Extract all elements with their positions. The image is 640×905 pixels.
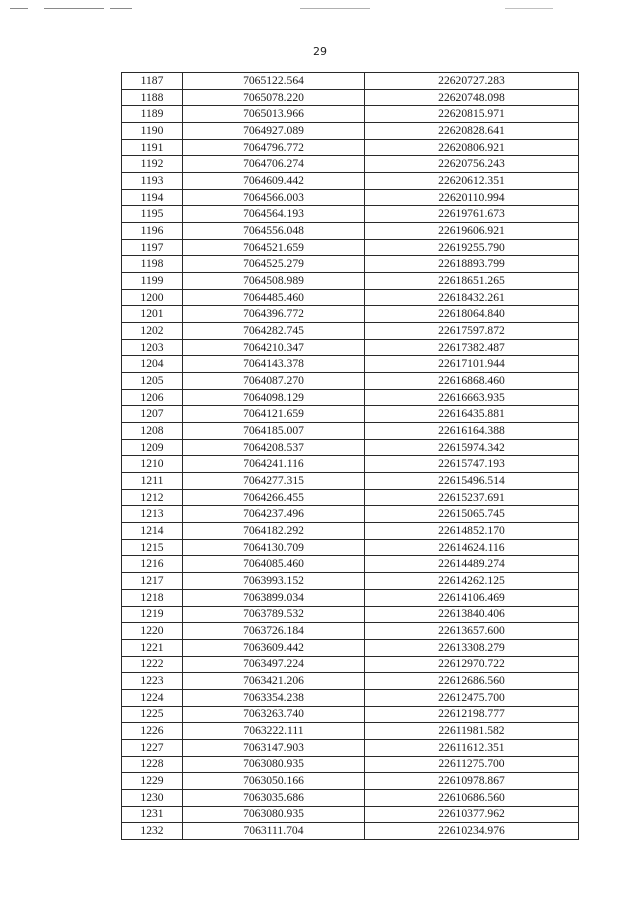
table-row <box>122 739 579 756</box>
x-coordinate-cell: 7064508.989 <box>183 273 365 290</box>
table-row <box>122 339 579 356</box>
table-row <box>122 456 579 473</box>
point-number-cell: 1188 <box>122 89 183 106</box>
table-row <box>122 89 579 106</box>
y-coordinate-cell: 22617597.872 <box>365 323 579 340</box>
y-coordinate-cell: 22612198.777 <box>365 706 579 723</box>
y-coordinate-cell: 22618064.840 <box>365 306 579 323</box>
y-coordinate-cell: 22620815.971 <box>365 106 579 123</box>
x-coordinate-cell: 7064706.274 <box>183 156 365 173</box>
y-coordinate-cell: 22613840.406 <box>365 606 579 623</box>
table-row <box>122 756 579 773</box>
point-number-cell: 1191 <box>122 139 183 156</box>
point-number-cell: 1222 <box>122 656 183 673</box>
coordinates-table <box>121 72 579 840</box>
x-coordinate-cell: 7064277.315 <box>183 473 365 490</box>
table-row <box>122 139 579 156</box>
point-number-cell: 1196 <box>122 223 183 240</box>
y-coordinate-cell: 22618651.265 <box>365 273 579 290</box>
y-coordinate-cell: 22612970.722 <box>365 656 579 673</box>
point-number-cell: 1209 <box>122 439 183 456</box>
point-number-cell: 1210 <box>122 456 183 473</box>
point-number-cell: 1223 <box>122 673 183 690</box>
point-number-cell: 1206 <box>122 389 183 406</box>
y-coordinate-cell: 22610978.867 <box>365 773 579 790</box>
x-coordinate-cell: 7063789.532 <box>183 606 365 623</box>
x-coordinate-cell: 7063993.152 <box>183 573 365 590</box>
table-row <box>122 273 579 290</box>
y-coordinate-cell: 22614624.116 <box>365 539 579 556</box>
point-number-cell: 1189 <box>122 106 183 123</box>
point-number-cell: 1192 <box>122 156 183 173</box>
point-number-cell: 1213 <box>122 506 183 523</box>
point-number-cell: 1229 <box>122 773 183 790</box>
x-coordinate-cell: 7064556.048 <box>183 223 365 240</box>
y-coordinate-cell: 22616164.388 <box>365 423 579 440</box>
point-number-cell: 1221 <box>122 639 183 656</box>
y-coordinate-cell: 22613657.600 <box>365 623 579 640</box>
table-row <box>122 239 579 256</box>
y-coordinate-cell: 22611981.582 <box>365 723 579 740</box>
table-row <box>122 523 579 540</box>
table-row <box>122 206 579 223</box>
y-coordinate-cell: 22614106.469 <box>365 589 579 606</box>
x-coordinate-cell: 7064185.007 <box>183 423 365 440</box>
x-coordinate-cell: 7063035.686 <box>183 789 365 806</box>
point-number-cell: 1190 <box>122 123 183 140</box>
table-row <box>122 439 579 456</box>
table-row <box>122 389 579 406</box>
table-row <box>122 289 579 306</box>
y-coordinate-cell: 22616868.460 <box>365 373 579 390</box>
point-number-cell: 1193 <box>122 173 183 190</box>
table-row <box>122 423 579 440</box>
x-coordinate-cell: 7063609.442 <box>183 639 365 656</box>
table-row <box>122 373 579 390</box>
table-row <box>122 256 579 273</box>
y-coordinate-cell: 22619255.790 <box>365 239 579 256</box>
y-coordinate-cell: 22611612.351 <box>365 739 579 756</box>
point-number-cell: 1227 <box>122 739 183 756</box>
point-number-cell: 1194 <box>122 189 183 206</box>
x-coordinate-cell: 7064208.537 <box>183 439 365 456</box>
table-row <box>122 473 579 490</box>
table-row <box>122 773 579 790</box>
y-coordinate-cell: 22614489.274 <box>365 556 579 573</box>
table-row <box>122 356 579 373</box>
table-row <box>122 306 579 323</box>
y-coordinate-cell: 22614852.170 <box>365 523 579 540</box>
point-number-cell: 1203 <box>122 339 183 356</box>
table-row <box>122 789 579 806</box>
point-number-cell: 1201 <box>122 306 183 323</box>
x-coordinate-cell: 7064098.129 <box>183 389 365 406</box>
table-row <box>122 539 579 556</box>
x-coordinate-cell: 7063080.935 <box>183 806 365 823</box>
x-coordinate-cell: 7063354.238 <box>183 689 365 706</box>
point-number-cell: 1199 <box>122 273 183 290</box>
point-number-cell: 1225 <box>122 706 183 723</box>
y-coordinate-cell: 22620110.994 <box>365 189 579 206</box>
table-row <box>122 689 579 706</box>
x-coordinate-cell: 7064566.003 <box>183 189 365 206</box>
table-row <box>122 556 579 573</box>
y-coordinate-cell: 22617382.487 <box>365 339 579 356</box>
point-number-cell: 1198 <box>122 256 183 273</box>
x-coordinate-cell: 7064237.496 <box>183 506 365 523</box>
y-coordinate-cell: 22612686.560 <box>365 673 579 690</box>
table-row <box>122 639 579 656</box>
point-number-cell: 1214 <box>122 523 183 540</box>
x-coordinate-cell: 7064121.659 <box>183 406 365 423</box>
x-coordinate-cell: 7064085.460 <box>183 556 365 573</box>
y-coordinate-cell: 22610234.976 <box>365 823 579 840</box>
point-number-cell: 1197 <box>122 239 183 256</box>
point-number-cell: 1216 <box>122 556 183 573</box>
point-number-cell: 1200 <box>122 289 183 306</box>
table-row <box>122 73 579 90</box>
y-coordinate-cell: 22615496.514 <box>365 473 579 490</box>
y-coordinate-cell: 22620748.098 <box>365 89 579 106</box>
point-number-cell: 1212 <box>122 489 183 506</box>
y-coordinate-cell: 22620756.243 <box>365 156 579 173</box>
x-coordinate-cell: 7064525.279 <box>183 256 365 273</box>
y-coordinate-cell: 22620828.641 <box>365 123 579 140</box>
x-coordinate-cell: 7064266.455 <box>183 489 365 506</box>
point-number-cell: 1195 <box>122 206 183 223</box>
y-coordinate-cell: 22618432.261 <box>365 289 579 306</box>
point-number-cell: 1217 <box>122 573 183 590</box>
x-coordinate-cell: 7063050.166 <box>183 773 365 790</box>
table-row <box>122 806 579 823</box>
point-number-cell: 1205 <box>122 373 183 390</box>
y-coordinate-cell: 22615237.691 <box>365 489 579 506</box>
x-coordinate-cell: 7064143.378 <box>183 356 365 373</box>
x-coordinate-cell: 7063899.034 <box>183 589 365 606</box>
point-number-cell: 1220 <box>122 623 183 640</box>
coordinates-table-body <box>122 73 579 840</box>
table-row <box>122 706 579 723</box>
x-coordinate-cell: 7064210.347 <box>183 339 365 356</box>
point-number-cell: 1231 <box>122 806 183 823</box>
x-coordinate-cell: 7064087.270 <box>183 373 365 390</box>
x-coordinate-cell: 7064282.745 <box>183 323 365 340</box>
point-number-cell: 1207 <box>122 406 183 423</box>
point-number-cell: 1187 <box>122 73 183 90</box>
y-coordinate-cell: 22613308.279 <box>365 639 579 656</box>
table-row <box>122 573 579 590</box>
x-coordinate-cell: 7065122.564 <box>183 73 365 90</box>
y-coordinate-cell: 22615974.342 <box>365 439 579 456</box>
y-coordinate-cell: 22612475.700 <box>365 689 579 706</box>
y-coordinate-cell: 22615747.193 <box>365 456 579 473</box>
y-coordinate-cell: 22619761.673 <box>365 206 579 223</box>
table-row <box>122 156 579 173</box>
x-coordinate-cell: 7063111.704 <box>183 823 365 840</box>
point-number-cell: 1208 <box>122 423 183 440</box>
table-row <box>122 406 579 423</box>
y-coordinate-cell: 22616435.881 <box>365 406 579 423</box>
x-coordinate-cell: 7064396.772 <box>183 306 365 323</box>
point-number-cell: 1224 <box>122 689 183 706</box>
x-coordinate-cell: 7064485.460 <box>183 289 365 306</box>
x-coordinate-cell: 7063080.935 <box>183 756 365 773</box>
table-row <box>122 656 579 673</box>
point-number-cell: 1230 <box>122 789 183 806</box>
point-number-cell: 1226 <box>122 723 183 740</box>
point-number-cell: 1204 <box>122 356 183 373</box>
x-coordinate-cell: 7063222.111 <box>183 723 365 740</box>
x-coordinate-cell: 7064241.116 <box>183 456 365 473</box>
point-number-cell: 1228 <box>122 756 183 773</box>
table-row <box>122 623 579 640</box>
y-coordinate-cell: 22620612.351 <box>365 173 579 190</box>
table-row <box>122 673 579 690</box>
point-number-cell: 1215 <box>122 539 183 556</box>
table-row <box>122 173 579 190</box>
x-coordinate-cell: 7063263.740 <box>183 706 365 723</box>
table-row <box>122 589 579 606</box>
x-coordinate-cell: 7065078.220 <box>183 89 365 106</box>
table-row <box>122 323 579 340</box>
x-coordinate-cell: 7064796.772 <box>183 139 365 156</box>
scan-artifact-marks <box>0 6 640 14</box>
y-coordinate-cell: 22620727.283 <box>365 73 579 90</box>
page-number: 29 <box>313 45 327 58</box>
table-row <box>122 723 579 740</box>
point-number-cell: 1218 <box>122 589 183 606</box>
y-coordinate-cell: 22616663.935 <box>365 389 579 406</box>
x-coordinate-cell: 7063421.206 <box>183 673 365 690</box>
y-coordinate-cell: 22614262.125 <box>365 573 579 590</box>
point-number-cell: 1211 <box>122 473 183 490</box>
table-row <box>122 506 579 523</box>
table-row <box>122 223 579 240</box>
y-coordinate-cell: 22610686.560 <box>365 789 579 806</box>
point-number-cell: 1232 <box>122 823 183 840</box>
table-row <box>122 606 579 623</box>
y-coordinate-cell: 22620806.921 <box>365 139 579 156</box>
x-coordinate-cell: 7064927.089 <box>183 123 365 140</box>
y-coordinate-cell: 22617101.944 <box>365 356 579 373</box>
point-number-cell: 1219 <box>122 606 183 623</box>
y-coordinate-cell: 22619606.921 <box>365 223 579 240</box>
x-coordinate-cell: 7064521.659 <box>183 239 365 256</box>
table-row <box>122 189 579 206</box>
y-coordinate-cell: 22610377.962 <box>365 806 579 823</box>
table-row <box>122 823 579 840</box>
x-coordinate-cell: 7064182.292 <box>183 523 365 540</box>
x-coordinate-cell: 7063497.224 <box>183 656 365 673</box>
y-coordinate-cell: 22611275.700 <box>365 756 579 773</box>
x-coordinate-cell: 7063147.903 <box>183 739 365 756</box>
table-row <box>122 123 579 140</box>
table-row <box>122 489 579 506</box>
x-coordinate-cell: 7065013.966 <box>183 106 365 123</box>
y-coordinate-cell: 22618893.799 <box>365 256 579 273</box>
point-number-cell: 1202 <box>122 323 183 340</box>
x-coordinate-cell: 7064609.442 <box>183 173 365 190</box>
x-coordinate-cell: 7064130.709 <box>183 539 365 556</box>
y-coordinate-cell: 22615065.745 <box>365 506 579 523</box>
x-coordinate-cell: 7063726.184 <box>183 623 365 640</box>
table-row <box>122 106 579 123</box>
x-coordinate-cell: 7064564.193 <box>183 206 365 223</box>
